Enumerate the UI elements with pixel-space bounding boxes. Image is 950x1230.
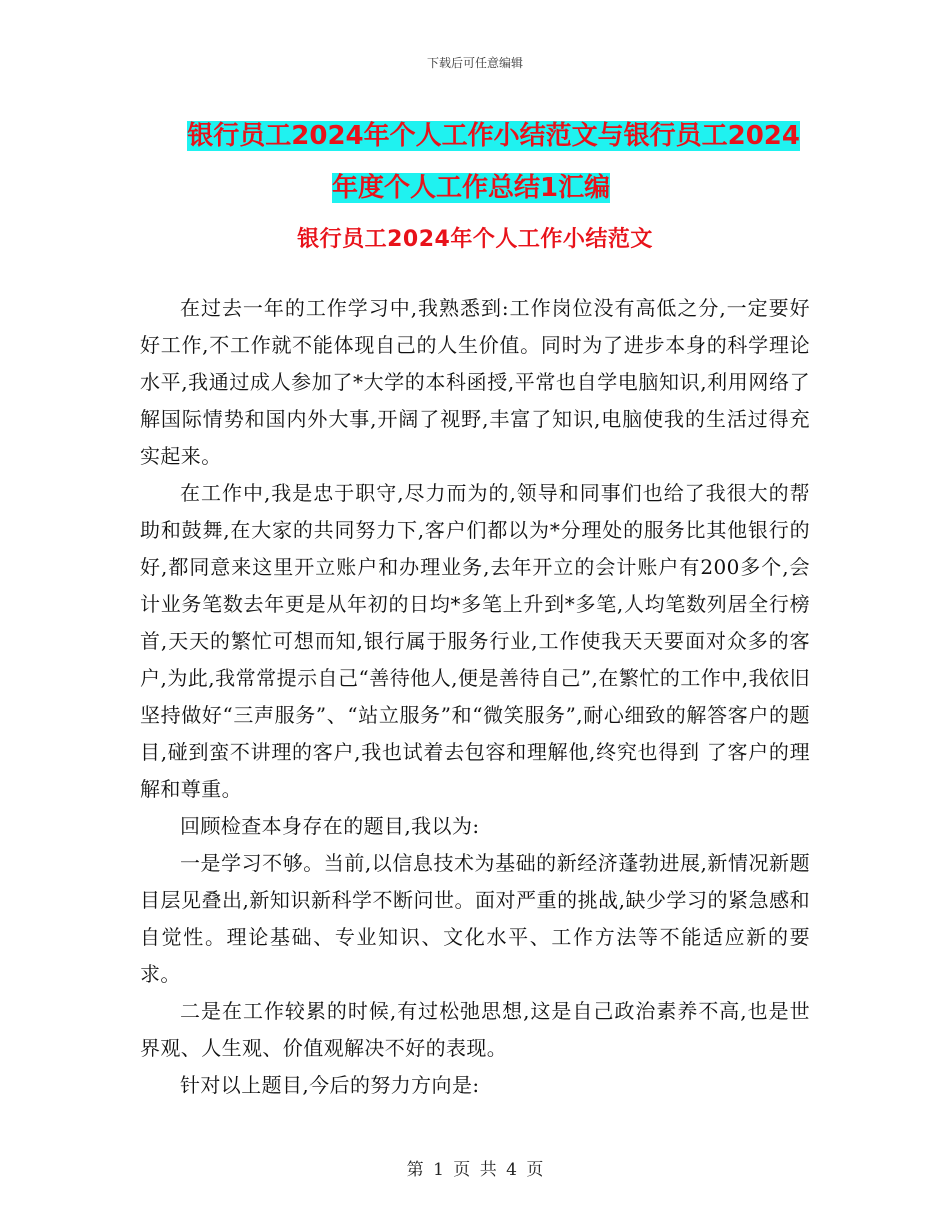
header-note: 下载后可任意编辑 bbox=[426, 56, 523, 70]
paragraph: 在过去一年的工作学习中,我熟悉到:工作岗位没有高低之分,一定要好好工作,不工作就不能体现自己的人生价值。同时为了进步本身的科学理论水平,我通过成人参加了*大学的本科函授,平常也自学电脑知识,利用网络了解国际情势和国内外大事,开阔了视野,丰富了知识,电脑使我的生活过得充实起来。 bbox=[140, 296, 810, 468]
paragraph: 在工作中,我是忠于职守,尽力而为的,领导和同事们也给了我很大的帮助和鼓舞,在大家的共同努力下,客户们都以为*分理处的服务比其他银行的好,都同意来这里开立账户和办理业务,去年开立的会计账户有200多个,会计业务笔数去年更是从年初的日均*多笔上升到*多笔,人均笔数列居全行榜首,天天的繁忙可想而知,银行属于服务行业,工作使我天天要面对众多的客户,为此,我常常提示自己“善待他人,便是善待自己”,在繁忙的工作中,我依旧坚持做好“三声服务”、“站立服务”和“微笑服务”,耐心细致的解答客户的题目,碰到蛮不讲理的客户,我也试着去包容和理解他,终究也得到 了客户的理解和尊重。 bbox=[140, 481, 810, 801]
document-title bbox=[140, 110, 820, 214]
document-title-line-1 bbox=[140, 110, 820, 162]
section-title: 银行员工2024年个人工作小结范文 bbox=[297, 227, 653, 252]
paragraph: 二是在工作较累的时候,有过松弛思想,这是自己政治素养不高,也是世界观、人生观、价值观解决不好的表现。 bbox=[140, 999, 810, 1060]
body-text bbox=[140, 290, 810, 1104]
paragraph: 针对以上题目,今后的努力方向是: bbox=[180, 1073, 480, 1097]
document-title-line-2 bbox=[140, 162, 820, 214]
document-title-line-2-text: 年度个人工作总结1汇编 bbox=[332, 173, 611, 203]
page-footer: 第 1 页 共 4 页 bbox=[406, 1160, 544, 1180]
paragraph: 一是学习不够。当前,以信息技术为基础的新经济蓬勃进展,新情况新题目层见叠出,新知识新科学不断问世。面对严重的挑战,缺少学习的紧急感和自觉性。理论基础、专业知识、文化水平、工作方法等不能适应新的要求。 bbox=[140, 851, 810, 986]
paragraph: 回顾检查本身存在的题目,我以为: bbox=[180, 814, 480, 838]
document-title-line-1-text: 银行员工2024年个人工作小结范文与银行员工2024 bbox=[187, 121, 800, 151]
